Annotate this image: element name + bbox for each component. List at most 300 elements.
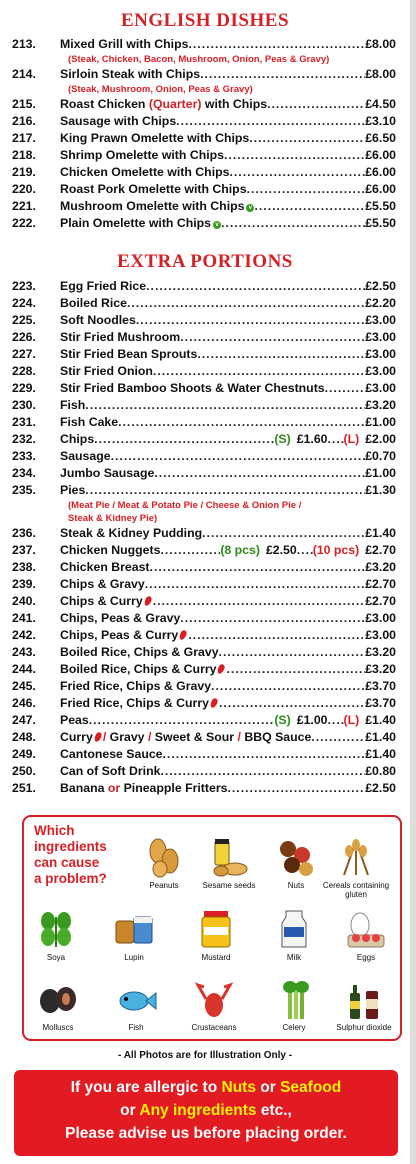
dot-leader [328,431,344,448]
item-price: £8.00 [365,37,396,51]
dot-leader [254,198,365,215]
allergen-gluten: Cereals containing gluten [316,835,396,899]
menu-item [12,66,396,83]
item-price: £3.00 [365,611,396,625]
item-number: 237. [12,543,36,557]
item-number: 238. [12,560,36,574]
dot-leader [188,627,365,644]
item-price: £3.00 [365,628,396,642]
item-name-text: Shrimp Omelette with Chips [60,148,224,162]
item-name [60,661,226,678]
menu-item [12,627,396,644]
page-edge [410,0,416,1164]
item-price: £1.40 [365,730,396,744]
dot-leader [136,312,365,329]
item-price: £3.00 [365,330,396,344]
small-size-label: (S) [274,713,291,727]
small-size-label: (S) [274,432,291,446]
item-name-text: Mixed Grill with Chips [60,37,189,51]
item-number: 213. [12,37,36,51]
dot-leader [211,678,365,695]
item-name-text: Pies [60,483,86,497]
chili-icon [178,629,188,641]
dot-leader [311,729,365,746]
allergen-soya: Soya [16,907,96,962]
item-name [60,695,219,712]
item-number: 214. [12,67,36,81]
item-name [60,363,153,380]
dot-leader [202,525,365,542]
menu-item [12,576,396,593]
item-name-text: Gravy [109,730,145,744]
item-name [60,542,160,559]
photo-disclaimer: - All Photos are for Illustration Only - [117,1050,293,1061]
peanuts-icon [144,835,184,879]
item-number: 218. [12,148,36,162]
item-name [60,780,227,797]
item-name [60,559,150,576]
item-number: 215. [12,97,36,111]
large-size-label: (L) [343,713,360,727]
allergen-milk: Milk [254,907,334,962]
item-name-text: Fish [60,398,86,412]
item-price: £1.40 [365,747,396,761]
item-name [60,448,111,465]
nuts-icon [274,835,318,879]
menu-item [12,130,396,147]
item-price: £2.20 [365,296,396,310]
item-name-text: Steak & Kidney Pudding [60,526,203,540]
extra-portions-list [12,278,396,797]
separator: / [102,730,107,744]
item-price: £2.70 [365,594,396,608]
item-name-text: Fried Rice, Chips & Curry [60,696,209,710]
item-number: 239. [12,577,36,591]
item-description: Steak & Kidney Pie) [68,513,158,524]
allergen-sesame: Sesame seeds [189,835,269,890]
dot-leader [227,780,365,797]
item-name-text: Cantonese Sauce [60,747,163,761]
item-name [60,610,180,627]
item-price: £3.00 [365,381,396,395]
english-dishes-list [12,36,396,232]
dot-leader [325,380,366,397]
item-number: 223. [12,279,36,293]
item-number: 220. [12,182,36,196]
dot-leader [127,295,365,312]
item-number: 247. [12,713,36,727]
item-number: 241. [12,611,36,625]
allergen-lupin: Lupin [94,907,174,962]
allergen-fish: Fish [96,977,176,1032]
menu-item [12,215,396,232]
menu-item [12,610,396,627]
item-name [60,678,211,695]
item-name-text: BBQ Sauce [244,730,312,744]
menu-item [12,329,396,346]
allergen-nuts: Nuts [256,835,336,890]
item-number: 225. [12,313,36,327]
soya-icon [34,907,78,951]
item-price: £2.50 [365,781,396,795]
item-name [60,593,153,610]
menu-item [12,559,396,576]
item-number: 245. [12,679,36,693]
dot-leader [154,465,365,482]
vegetarian-icon: v [246,204,254,212]
item-name [60,525,202,542]
item-price: £0.80 [365,764,396,778]
item-name-text: Sausage [60,449,111,463]
menu-item [12,593,396,610]
item-price: £3.00 [365,347,396,361]
sesame-seeds-icon [207,835,251,879]
item-name-text: Boiled Rice, Chips & Curry [60,662,217,676]
menu-item [12,198,396,215]
dot-leader [249,130,365,147]
item-name-text: Stir Fried Mushroom [60,330,181,344]
dot-leader [111,448,366,465]
item-price: £2.70 [365,543,396,557]
item-price: £2.00 [365,432,396,446]
item-number: 233. [12,449,36,463]
menu-item [12,96,396,113]
menu-item [12,712,396,729]
dot-leader [163,746,366,763]
item-price: £3.20 [365,662,396,676]
item-number: 251. [12,781,36,795]
item-number: 221. [12,199,36,213]
item-name [60,113,176,130]
menu-item [12,695,396,712]
item-name-text: with Chips [204,97,268,111]
item-name-text: Roast Chicken [60,97,146,111]
item-name-text: Stir Fried Onion [60,364,153,378]
item-name-note: (Quarter) [148,97,202,111]
item-name-text: Chips & Curry [60,594,143,608]
item-price: £3.20 [365,398,396,412]
item-price: £1.00 [365,415,396,429]
dot-leader [229,164,365,181]
item-number: 246. [12,696,36,710]
small-size-price: £1.00 [296,713,328,727]
menu-item [12,278,396,295]
item-number: 227. [12,347,36,361]
english-dishes-title: ENGLISH DISHES [120,10,290,31]
menu-item [12,181,396,198]
item-number: 222. [12,216,36,230]
item-name [60,346,197,363]
menu-item [12,164,396,181]
dot-leader [219,644,366,661]
item-name-text: Stir Fried Bean Sprouts [60,347,198,361]
item-name [60,215,221,232]
allergen-eggs: Eggs [326,907,406,962]
menu-item [12,448,396,465]
item-price: £6.00 [365,165,396,179]
item-number: 236. [12,526,36,540]
item-number: 231. [12,415,36,429]
menu-item [12,363,396,380]
menu-item [12,397,396,414]
item-price: £0.70 [365,449,396,463]
item-name-text: Roast Pork Omelette with Chips [60,182,247,196]
menu-item [12,380,396,397]
item-name-text: Fish Cake [60,415,119,429]
chili-icon [93,731,103,743]
item-name-text: Boiled Rice, Chips & Gravy [60,645,219,659]
allergen-sulphur: Sulphur dioxide [324,977,404,1032]
item-name [60,482,85,499]
dot-leader [176,113,365,130]
dot-leader [200,66,365,83]
item-name-or: or [107,781,121,795]
dot-leader [219,695,365,712]
menu-item [12,431,396,448]
menu-item [12,763,396,780]
item-number: 228. [12,364,36,378]
item-name [60,763,160,780]
item-price: £2.50 [365,279,396,293]
menu-item [12,729,396,746]
item-name [60,329,180,346]
dot-leader [224,147,365,164]
item-name-text: Mushroom Omelette with Chips [60,199,245,213]
dot-leader [188,36,365,53]
fish-icon [114,977,158,1021]
item-price: £3.00 [365,364,396,378]
item-name [60,278,146,295]
allergy-warning-banner: If you are allergic to Nuts or Seafood or Any ingredients etc., Please advise us before placing order. [14,1070,398,1156]
menu-item [12,482,396,499]
dot-leader [150,559,366,576]
allergen-mustard: Mustard [176,907,256,962]
item-description: (Meat Pie / Meat & Potato Pie / Cheese & Onion Pie / [68,500,302,511]
item-name-text: Jumbo Sausage [60,466,155,480]
dot-leader [247,181,366,198]
large-size-label: (10 pcs) [312,543,360,557]
menu-item [12,465,396,482]
item-name-text: Chips [60,432,95,446]
mustard-icon [194,907,238,951]
dot-leader [180,610,365,627]
item-description: (Steak, Mushroom, Onion, Peas & Gravy) [68,84,253,95]
item-price: £6.00 [365,148,396,162]
item-name [60,729,311,746]
item-price: £3.00 [365,313,396,327]
dot-leader [89,712,275,729]
chili-icon [209,697,219,709]
menu-item [12,312,396,329]
small-size-price: £2.50 [265,543,297,557]
dot-leader [153,593,366,610]
menu-item [12,661,396,678]
item-name [60,746,163,763]
dot-leader [297,542,313,559]
item-name-text: Soft Noodles [60,313,136,327]
item-price: £3.70 [365,679,396,693]
item-name [60,198,254,215]
menu-item [12,414,396,431]
separator: / [147,730,152,744]
dot-leader [226,661,365,678]
menu-item [12,36,396,53]
item-number: 226. [12,330,36,344]
dot-leader [197,346,365,363]
item-name-text: King Prawn Omelette with Chips [60,131,250,145]
extra-portions-title: EXTRA PORTIONS [117,251,293,272]
item-name-text: Chicken Omelette with Chips [60,165,230,179]
item-name-text: Sausage with Chips [60,114,177,128]
item-number: 224. [12,296,36,310]
menu-item [12,780,396,797]
item-price: £1.40 [365,713,396,727]
large-size-label: (L) [343,432,360,446]
item-price: £3.10 [365,114,396,128]
lupin-icon [112,907,156,951]
item-name-text: Chips & Gravy [60,577,145,591]
item-name [60,181,247,198]
item-number: 216. [12,114,36,128]
item-price: £6.00 [365,182,396,196]
item-name [60,431,94,448]
item-name [60,627,188,644]
allergen-celery: Celery [254,977,334,1032]
item-price: £8.00 [365,67,396,81]
allergen-info-box [22,815,402,1041]
allergen-crustaceans: Crustaceans [174,977,254,1032]
item-price: £1.00 [365,466,396,480]
allergen-peanuts: Peanuts [124,835,204,890]
dot-leader [94,431,274,448]
item-price: £6.50 [365,131,396,145]
item-number: 243. [12,645,36,659]
dot-leader [85,397,365,414]
item-name-text: Curry [60,730,93,744]
item-name-text: Chips, Peas & Gravy [60,611,181,625]
dot-leader [160,763,365,780]
dot-leader [146,278,365,295]
dot-leader [160,542,220,559]
item-name-text: Sirloin Steak with Chips [60,67,201,81]
item-name-text: Pineapple Fritters [123,781,228,795]
dot-leader [267,96,365,113]
chili-icon [217,663,227,675]
celery-icon [272,977,316,1021]
item-name [60,36,188,53]
menu-item [12,113,396,130]
menu-item [12,147,396,164]
eggs-icon [344,907,388,951]
item-name [60,96,267,113]
item-name-text: Egg Fried Rice [60,279,147,293]
item-name-text: Peas [60,713,89,727]
item-name [60,130,249,147]
cereals-icon [334,835,378,879]
dot-leader [328,712,344,729]
dot-leader [153,363,365,380]
item-name-text: Fried Rice, Chips & Gravy [60,679,212,693]
menu-item [12,346,396,363]
item-name [60,397,85,414]
allergen-molluscs: Molluscs [18,977,98,1032]
item-name-text: Chicken Breast [60,560,150,574]
vegetarian-icon: v [213,221,221,229]
crustaceans-icon [192,977,236,1021]
item-number: 242. [12,628,36,642]
item-price: £1.40 [365,526,396,540]
item-name-text: Chicken Nuggets [60,543,161,557]
dot-leader [180,329,365,346]
menu-item [12,295,396,312]
item-price: £1.30 [365,483,396,497]
item-price: £5.50 [365,216,396,230]
item-name-text: Plain Omelette with Chips [60,216,212,230]
item-name [60,380,325,397]
item-number: 240. [12,594,36,608]
dot-leader [221,215,365,232]
dot-leader [145,576,365,593]
item-number: 217. [12,131,36,145]
menu-item [12,542,396,559]
milk-icon [272,907,316,951]
item-name-text: Can of Soft Drink [60,764,161,778]
small-size-price: £1.60 [296,432,328,446]
menu-item [12,678,396,695]
item-name [60,164,229,181]
item-number: 229. [12,381,36,395]
item-name [60,66,200,83]
allergen-question: Which ingredients can cause a problem? [34,823,107,886]
item-name [60,312,136,329]
item-name-text: Chips, Peas & Curry [60,628,179,642]
molluscs-icon [36,977,80,1021]
item-name [60,712,89,729]
item-name [60,295,127,312]
item-number: 248. [12,730,36,744]
item-price: £3.20 [365,560,396,574]
item-name [60,465,154,482]
dot-leader [85,482,365,499]
item-price: £4.50 [365,97,396,111]
separator: / [237,730,241,744]
item-name-text: Boiled Rice [60,296,127,310]
item-number: 235. [12,483,36,497]
item-name [60,576,145,593]
item-price: £3.70 [365,696,396,710]
item-number: 244. [12,662,36,676]
item-price: £3.20 [365,645,396,659]
item-number: 230. [12,398,36,412]
item-name-text: Stir Fried Bamboo Shoots & Water Chestnuts [60,381,325,395]
item-name [60,414,118,431]
dot-leader [118,414,365,431]
menu-item [12,525,396,542]
item-name-text: Sweet & Sour [154,730,235,744]
item-description: (Steak, Chicken, Bacon, Mushroom, Onion, Peas & Gravy) [68,54,330,65]
chili-icon [143,595,153,607]
item-name-text: Banana [60,781,105,795]
item-name [60,147,224,164]
item-name [60,644,219,661]
item-number: 250. [12,764,36,778]
item-number: 249. [12,747,36,761]
menu-item [12,644,396,661]
item-number: 232. [12,432,36,446]
item-number: 234. [12,466,36,480]
menu-item [12,746,396,763]
small-size-label: (8 pcs) [220,543,260,557]
